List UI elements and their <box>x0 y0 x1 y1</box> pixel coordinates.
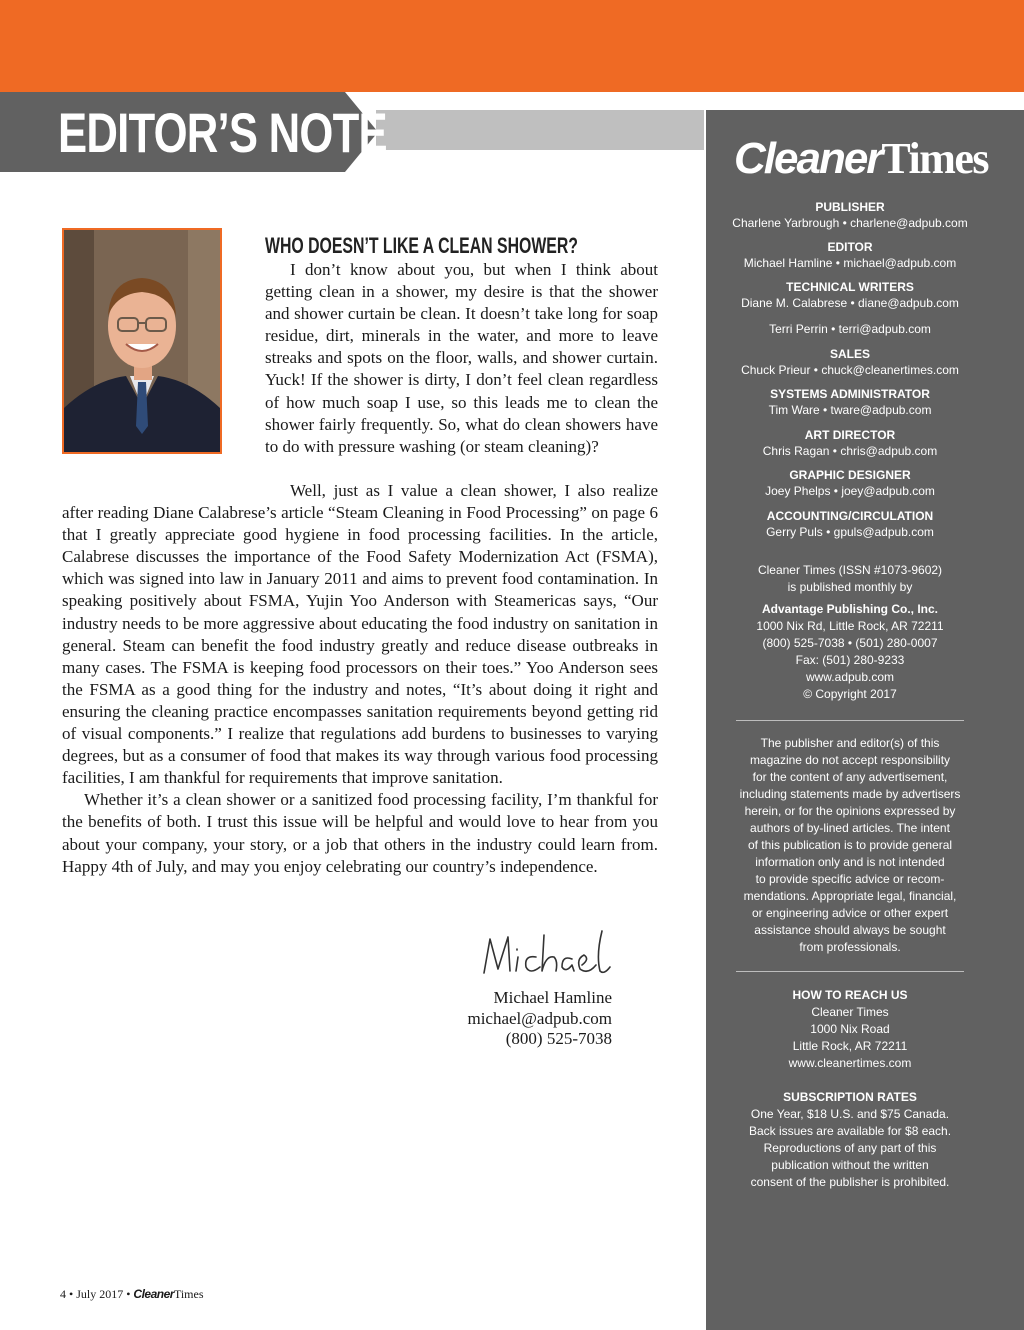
footer-brand-cleaner: Cleaner <box>133 1287 174 1301</box>
publisher-website[interactable]: www.adpub.com <box>805 670 895 684</box>
disclaimer-line: magazine do not accept responsibility <box>749 753 951 767</box>
editor-value: Michael Hamline • michael@adpub.com <box>743 256 957 270</box>
disclaimer-line: The publisher and editor(s) of this <box>760 736 940 750</box>
masthead-technical-writer-2 <box>706 321 994 337</box>
subscription-line: One Year, $18 U.S. and $75 Canada. <box>750 1107 950 1121</box>
disclaimer-line: herein, or for the opinions expressed by <box>744 804 956 818</box>
sysadmin-label: SYSTEMS ADMINISTRATOR <box>770 387 930 401</box>
reach-city: Little Rock, AR 72211 <box>792 1039 908 1053</box>
issn-line-1: Cleaner Times (ISSN #1073-9602) <box>757 563 943 577</box>
article-paragraph-2: Well, just as I value a clean shower, I also realize after reading Diane Calabrese’s article “Steam Cleaning in Food Processing” on page 6 that I greatly appreciate good hygiene in food processing facilities. In the article, Calabrese discusses the importance of the Food Safety Modernization Act (FSMA), which was signed into law in January 2011 and aims to prevent food contamination. In speaking positively about FSMA, Yujin Yoo Anderson with Steamericas says, “Our industry needs to be more aggressive about educating the food industry on sanitation in general. Steam can benefit the food industry greatly and reduce disease outbreaks in many cases. The FSMA is keeping food processors on their toes.” Yoo Anderson sees the FSMA as a good thing for the industry and notes, “It’s about doing it right and ensuring the cleaning practice encompasses sanitation requirements beyond getting rid of visual components.” I realize that regulations add burdens to businesses to varying degrees, but as a consumer of food that makes its way through various food processing facilities, I am thankful for requirements that improve sanitation. <box>62 481 658 788</box>
disclaimer-line: or engineering advice or other expert <box>751 906 949 920</box>
disclaimer-line: of this publication is to provide general <box>747 838 953 852</box>
masthead-accounting <box>706 509 994 540</box>
cleaner-times-logo <box>734 128 989 190</box>
masthead-sidebar <box>706 110 1024 1330</box>
subscription-line: consent of the publisher is prohibited. <box>750 1175 950 1189</box>
art-director-value: Chris Ragan • chris@adpub.com <box>762 444 938 458</box>
subscription-line: Reproductions of any part of this <box>763 1141 937 1155</box>
article-paragraph-1: I don’t know about you, but when I think about getting clean in a shower, my desire is that the shower and shower curtain be clean. It doesn’t take long for soap residue, dirt, minerals in the water, and more to leave streaks and spots on the floor, walls, and shower curtain. Yuck! If the shower is dirty, I don’t feel clean regardless of how much soap I use, so this leads me to clean the shower fairly frequently. So, what do clean showers have to do with pressure washing (or steam cleaning)? <box>265 260 658 456</box>
article-paragraph-3: Whether it’s a clean shower or a sanitized food processing facility, I’m thankful for the benefits of both. I trust this issue will be helpful and would love to hear from you about your company, your story, or a job that others in the industry could learn from. Happy 4th of July, and may you enjoy celebrating our country’s independence. <box>62 790 658 876</box>
graphic-designer-label: GRAPHIC DESIGNER <box>789 468 911 482</box>
logo-word-times: Times <box>881 134 989 183</box>
handwritten-signature <box>478 925 618 985</box>
technical-writers-label: TECHNICAL WRITERS <box>786 280 914 294</box>
technical-writer-2: Terri Perrin • terri@adpub.com <box>769 322 931 336</box>
masthead-publisher <box>706 200 994 231</box>
article-subhead: WHO DOESN’T LIKE A CLEAN SHOWER? <box>265 233 578 258</box>
reach-name: Cleaner Times <box>811 1005 889 1019</box>
masthead-sysadmin <box>706 387 994 418</box>
editor-photo <box>62 228 222 454</box>
signature-block <box>430 988 612 1050</box>
subscription-label: SUBSCRIPTION RATES <box>783 1090 917 1104</box>
disclaimer-line: including statements made by advertisers <box>739 787 961 801</box>
accounting-label: ACCOUNTING/CIRCULATION <box>766 509 934 523</box>
publisher-value: Charlene Yarbrough • charlene@adpub.com <box>732 216 968 230</box>
editor-label: EDITOR <box>827 240 873 254</box>
page-footer <box>60 1286 204 1302</box>
article-column-main <box>62 480 658 878</box>
publisher-company: Advantage Publishing Co., Inc. <box>761 602 938 616</box>
subscription-rates <box>706 1089 994 1191</box>
masthead-technical-writers <box>706 280 994 311</box>
reach-website[interactable]: www.cleanertimes.com <box>788 1056 912 1070</box>
publisher-phones: (800) 525-7038 • (501) 280-0007 <box>762 636 938 650</box>
publication-info <box>706 562 994 703</box>
title-accent-bar <box>376 110 704 150</box>
disclaimer-line: to provide specific advice or recom- <box>755 872 945 886</box>
editor-portrait-icon <box>64 230 220 452</box>
disclaimer-line: mendations. Appropriate legal, financial, <box>743 889 957 903</box>
disclaimer <box>706 735 994 956</box>
masthead-graphic-designer <box>706 468 994 499</box>
subscription-line: Back issues are available for $8 each. <box>748 1124 952 1138</box>
publisher-address: 1000 Nix Rd, Little Rock, AR 72211 <box>756 619 944 633</box>
disclaimer-line: information only and is not intended <box>755 855 945 869</box>
disclaimer-line: from professionals. <box>799 940 901 954</box>
sales-label: SALES <box>829 347 870 361</box>
sales-value: Chuck Prieur • chuck@cleanertimes.com <box>741 363 959 377</box>
graphic-designer-value: Joey Phelps • joey@adpub.com <box>765 484 935 498</box>
signer-name: Michael Hamline <box>493 988 612 1007</box>
logo-word-cleaner: Cleaner <box>734 134 882 183</box>
footer-page-info: 4 • July 2017 • <box>60 1287 131 1301</box>
signer-phone: (800) 525-7038 <box>505 1029 612 1048</box>
disclaimer-line: authors of by-lined articles. The intent <box>750 821 950 835</box>
signer-email[interactable]: michael@adpub.com <box>467 1008 612 1028</box>
reach-street: 1000 Nix Road <box>810 1022 890 1036</box>
disclaimer-line: assistance should always be sought <box>754 923 946 937</box>
publisher-label: PUBLISHER <box>815 200 885 214</box>
masthead-art-director <box>706 428 994 459</box>
copyright: © Copyright 2017 <box>803 687 897 701</box>
how-to-reach-us <box>706 987 994 1072</box>
header-orange-band <box>0 0 1024 92</box>
subscription-line: publication without the written <box>771 1158 929 1172</box>
publisher-fax: Fax: (501) 280-9233 <box>795 653 905 667</box>
technical-writer-1: Diane M. Calabrese • diane@adpub.com <box>741 296 959 310</box>
accounting-value: Gerry Puls • gpuls@adpub.com <box>766 525 934 539</box>
masthead-sales <box>706 347 994 378</box>
reach-label: HOW TO REACH US <box>792 988 908 1002</box>
sysadmin-value: Tim Ware • tware@adpub.com <box>768 403 932 417</box>
issn-line-2: is published monthly by <box>787 580 913 594</box>
article-column-top <box>265 259 658 458</box>
masthead-editor <box>706 240 994 271</box>
page-title: EDITOR’S NOTE <box>58 101 387 164</box>
footer-brand-times: Times <box>173 1287 204 1301</box>
disclaimer-line: for the content of any advertisement, <box>752 770 948 784</box>
sidebar-divider-1 <box>736 720 964 721</box>
art-director-label: ART DIRECTOR <box>804 428 896 442</box>
sidebar-divider-2 <box>736 971 964 972</box>
